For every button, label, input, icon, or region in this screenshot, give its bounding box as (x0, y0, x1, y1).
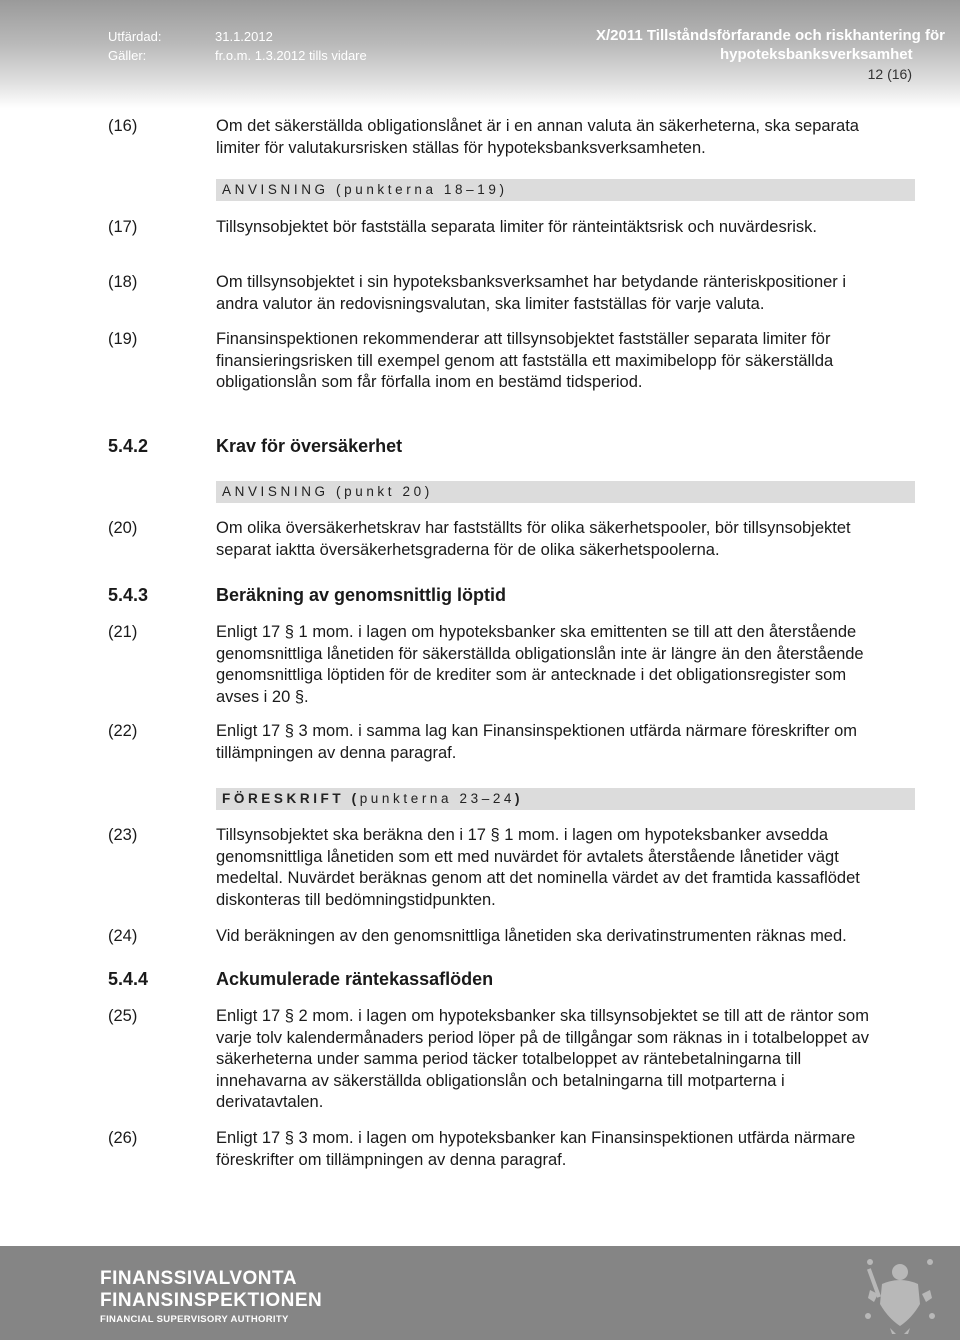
paragraph-text: Enligt 17 § 1 mom. i lagen om hypoteksbanker ska emittenten se till att den återstående genomsnittliga lånetiden för säkerställda obligationslån inte är längre än den återstående genomsnittliga löptiden för de krediter som är antecknade i det obligationsregister som avses i 20 §. (216, 623, 864, 706)
paragraph-number: (23) (108, 826, 138, 844)
valid-label: Gäller: (108, 48, 147, 63)
paragraph-number: (16) (108, 117, 138, 135)
page-number: 12 (16) (867, 66, 912, 82)
regulation-label: FÖRESKRIFT ( (222, 791, 360, 806)
paragraph-number: (25) (108, 1007, 138, 1025)
logo-swedish-name: FINANSINSPEKTIONEN (100, 1290, 323, 1311)
paragraph-number: (18) (108, 273, 138, 291)
issued-date: 31.1.2012 (215, 29, 273, 44)
guidance-band: ANVISNING (punkterna 18–19) (216, 179, 915, 201)
paragraph-text: Enligt 17 § 3 mom. i samma lag kan Finansinspektionen utfärda närmare föreskrifter om tillämpningen av denna paragraf. (216, 722, 858, 762)
section-title: Krav för översäkerhet (216, 436, 403, 456)
paragraph-number: (21) (108, 623, 138, 641)
issued-label: Utfärdad: (108, 29, 162, 44)
page-header (0, 0, 960, 108)
section-number: 5.4.3 (108, 585, 149, 605)
lion-crest-icon (862, 1254, 938, 1334)
regulation-band (216, 788, 915, 810)
paragraph-text: Enligt 17 § 3 mom. i lagen om hypoteksbanker kan Finansinspektionen utfärda närmare föreskrifter om tillämpningen av denna paragraf. (216, 1129, 856, 1169)
paragraph-text: Finansinspektionen rekommenderar att tillsynsobjektet fastställer separata limiter för finansieringsrisken till exempel genom att fastställa ett maximibelopp för säkerställda obligationslån som får förfalla inom en bestämd tidsperiod. (216, 330, 834, 391)
section-title: Beräkning av genomsnittlig löptid (216, 585, 507, 605)
paragraph-number: (22) (108, 722, 138, 740)
paragraph-text: Tillsynsobjektet ska beräkna den i 17 § 1 mom. i lagen om hypoteksbanker avsedda genomsnittliga lånetiden som ett med nuvärdet för avtalets återstående lånetider vägt medeltal. Nuvärdet beräknas genom att det nominella värdet av det framtida kassaflödet diskonteras till bedömningstidpunkten. (216, 826, 860, 909)
regulation-range: punkterna 23–24 (359, 791, 516, 806)
paragraph-text: Om olika översäkerhetskrav har fastställts för olika säkerhetspooler, bör tillsynsobjektet separat iaktta översäkerhetsgraderna för de olika säkerhetspoolerna. (216, 519, 851, 559)
page-footer (0, 1246, 960, 1340)
section-title: Ackumulerade räntekassaflöden (216, 969, 494, 989)
section-number: 5.4.4 (108, 969, 149, 989)
valid-period: fr.o.m. 1.3.2012 tills vidare (215, 48, 367, 63)
paragraph-text: Om det säkerställda obligationslånet är i en annan valuta än säkerheterna, ska separata limiter för valutakursrisken ställas för hypoteksbanksverksamheten. (216, 117, 859, 157)
paragraph-text: Enligt 17 § 2 mom. i lagen om hypoteksbanker ska tillsynsobjektet se till att de räntor som varje tolv kalendermånaders period löper på de tillgångar som räknas in i totalbeloppet av säkerheterna under samma period täcker totalbeloppet av räntebetalningarna till innehavarna av säkerställda obligationslån och betalningarna till motparterna i derivatavtalen. (216, 1007, 870, 1111)
logo-english-name: FINANCIAL SUPERVISORY AUTHORITY (100, 1314, 289, 1325)
section-number: 5.4.2 (108, 436, 149, 456)
document-title: X/2011 Tillståndsförfarande och riskhantering för (596, 27, 945, 44)
guidance-band: ANVISNING (punkt 20) (216, 481, 915, 503)
paragraph-number: (17) (108, 218, 138, 236)
regulation-close: ) (515, 791, 524, 806)
paragraph-text: Vid beräkningen av den genomsnittliga lånetiden ska derivatinstrumenten räknas med. (216, 927, 847, 945)
paragraph-number: (24) (108, 927, 138, 945)
paragraph-text: Om tillsynsobjektet i sin hypoteksbanksverksamhet har betydande ränteriskpositioner i andra valutor än redovisningsvalutan, ska limiter fastställas för varje valuta. (216, 273, 847, 313)
document-title-line2: hypoteksbanksverksamhet (720, 46, 913, 63)
paragraph-number: (26) (108, 1129, 138, 1147)
paragraph-number: (19) (108, 330, 138, 348)
paragraph-text: Tillsynsobjektet bör fastställa separata limiter för ränteintäktsrisk och nuvärdesrisk. (216, 218, 817, 236)
logo-finnish-name: FINANSSIVALVONTA (100, 1268, 297, 1289)
paragraph-number: (20) (108, 519, 138, 537)
